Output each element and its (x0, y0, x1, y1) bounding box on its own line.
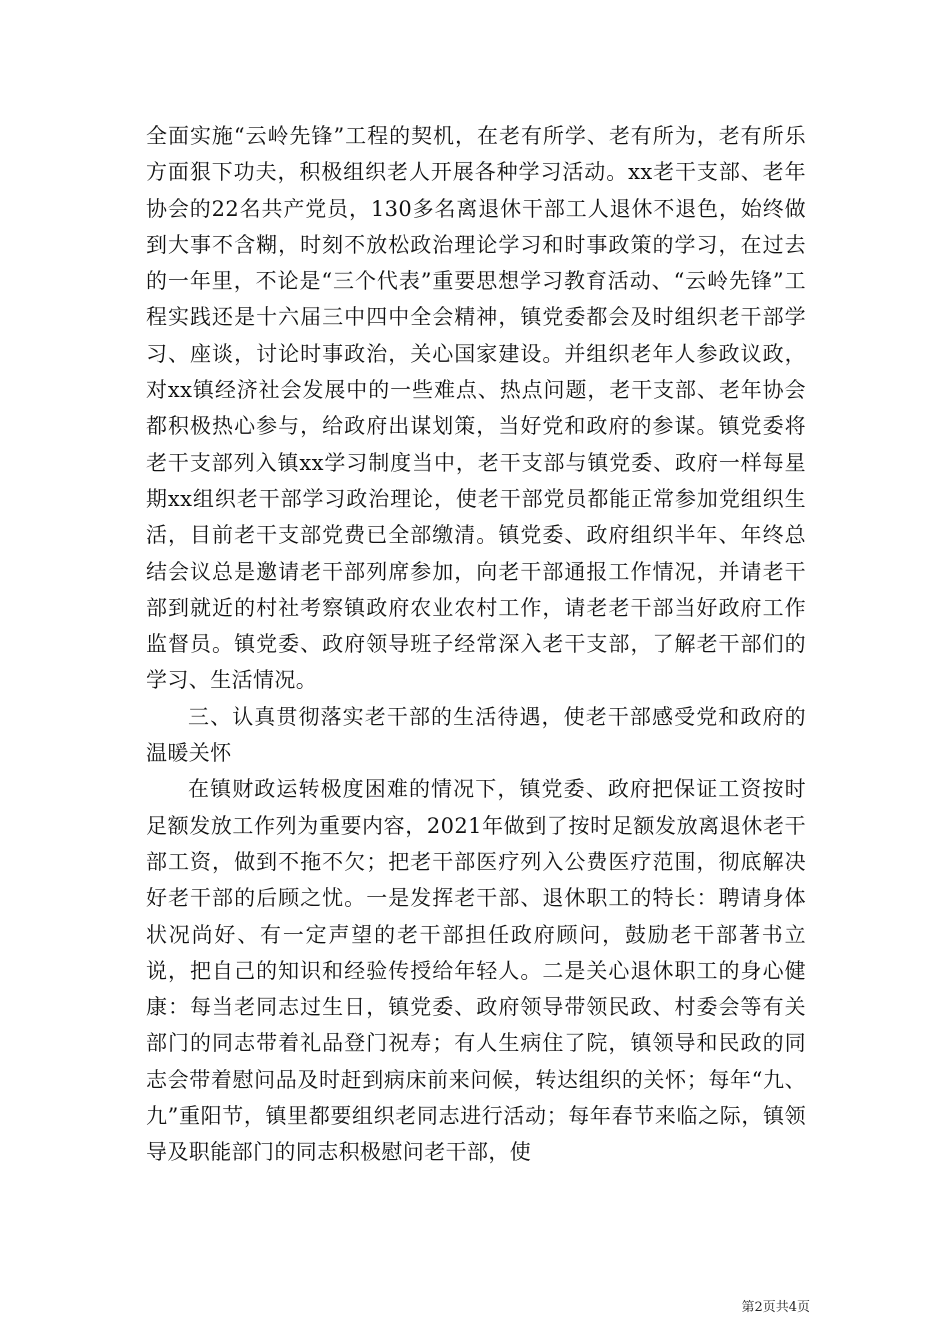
section-heading: 三、认真贯彻落实老干部的生活待遇，使老干部感受党和政府的温暖关怀 (146, 704, 806, 766)
document-body (146, 118, 806, 1171)
page-number: 第2页共4页 (741, 1300, 810, 1315)
paragraph: 在镇财政运转极度困难的情况下，镇党委、政府把保证工资按时足额发放工作列为重要内容，2021年做到了按时足额发放离退休老干部工资，做到不拖不欠；把老干部医疗列入公费医疗范围，彻底解决好老干部的后顾之忧。一是发挥老干部、退休职工的特长：聘请身体状况尚好、有一定声望的老干部担任政府顾问，鼓励老干部著书立说，把自己的知识和经验传授给年轻人。二是关心退休职工的身心健康：每当老同志过生日，镇党委、政府领导带领民政、村委会等有关部门的同志带着礼品登门祝寿；有人生病住了院，镇领导和民政的同志会带着慰问品及时赶到病床前来问候，转达组织的关怀；每年“九、九”重阳节，镇里都要组织老同志进行活动；每年春节来临之际，镇领导及职能部门的同志积极慰问老干部，使 (146, 777, 806, 1165)
paragraph-continuation: 全面实施“云岭先锋”工程的契机，在老有所学、老有所为，老有所乐方面狠下功夫，积极组织老人开展各种学习活动。xx老干支部、老年协会的22名共产党员，130多名离退休干部工人退休不退色，始终做到大事不含糊，时刻不放松政治理论学习和时事政策的学习，在过去的一年里，不论是“三个代表”重要思想学习教育活动、“云岭先锋”工程实践还是十六届三中四中全会精神，镇党委都会及时组织老干部学习、座谈，讨论时事政治，关心国家建设。并组织老年人参政议政，对xx镇经济社会发展中的一些难点、热点问题，老干支部、老年协会都积极热心参与，给政府出谋划策，当好党和政府的参谋。镇党委将老干支部列入镇xx学习制度当中，老干支部与镇党委、政府一样每星期xx组织老干部学习政治理论，使老干部党员都能正常参加党组织生活，目前老干支部党费已全部缴清。镇党委、政府组织半年、年终总结会议总是邀请老干部列席参加，向老干部通报工作情况，并请老干部到就近的村社考察镇政府农业农村工作，请老老干部当好政府工作监督员。镇党委、政府领导班子经常深入老干支部，了解老干部们的学习、生活情况。 (146, 124, 806, 693)
